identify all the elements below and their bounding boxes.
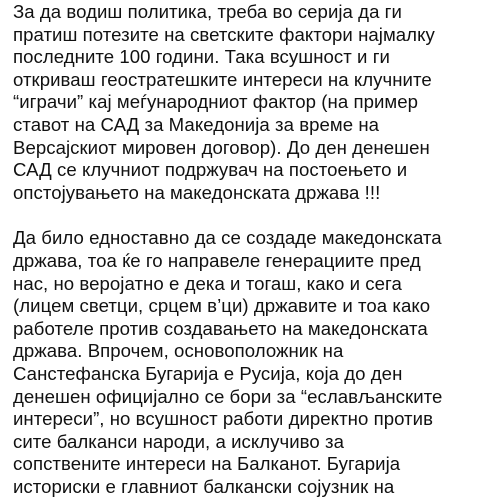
text-line: опстојувањето на македонската држава !!! bbox=[13, 181, 381, 203]
text-line: држава. Впрочем, основоположник на bbox=[13, 340, 344, 362]
text-line: историски е главниот балкански сојузник на bbox=[13, 475, 395, 497]
text-line: последните 100 години. Така всушност и ги bbox=[13, 46, 390, 68]
text-line: откриваш геостратешките интереси на клучните bbox=[13, 68, 432, 90]
text-line: САД се клучниот подржувач на постоењето и bbox=[13, 159, 408, 181]
paragraph-1 bbox=[13, 1, 480, 204]
text-line: За да водиш политика, треба во серија да ги bbox=[13, 1, 402, 22]
text-line: нас, но веројатно е дека и тогаш, како и сега bbox=[13, 272, 402, 294]
text-line: сопствените интереси на Балканот. Бугарија bbox=[13, 453, 401, 475]
text-line: интереси”, но всушност работи директно против bbox=[13, 408, 433, 430]
text-line: работеле против создавањето на македонската bbox=[13, 317, 428, 339]
text-line: пратиш потезите на светските фактори најмалку bbox=[13, 23, 435, 45]
text-line: “играчи” кај меѓународниот фактор (на пример bbox=[13, 91, 419, 113]
text-line: Да било едноставно да се создаде македонската bbox=[13, 227, 442, 249]
paragraph-gap bbox=[13, 204, 480, 227]
text-line: денешен официјално се бори за “еслављанските bbox=[13, 385, 443, 407]
text-line: сите балканси народи, а исклучиво за bbox=[13, 430, 344, 452]
text-line: Версајскиот мировен договор). До ден денешен bbox=[13, 136, 430, 158]
text-line: држава, тоа ќе го направеле генерациите пред bbox=[13, 249, 421, 271]
text-line: (лицем светци, срцем в’ци) државите и тоа како bbox=[13, 295, 431, 317]
text-line: Санстефанска Бугарија е Русија, која до ден bbox=[13, 362, 403, 384]
text-line: ставот на САД за Македонија за време на bbox=[13, 113, 380, 135]
paragraph-2 bbox=[13, 227, 480, 498]
